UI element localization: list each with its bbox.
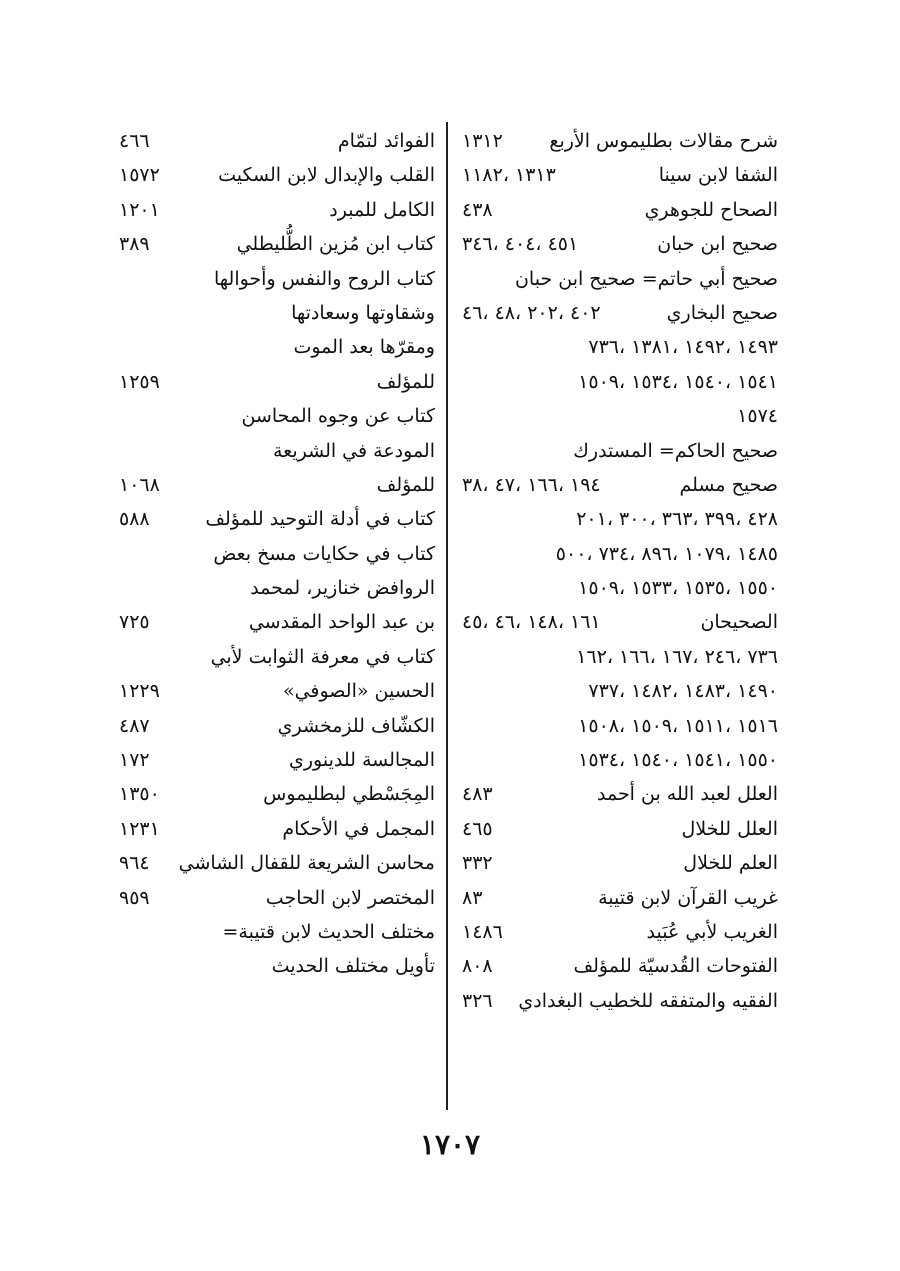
entry-title: صحيح مسلم [679, 473, 778, 496]
entry-title: شرح مقالات بطليموس الأربع [549, 130, 778, 152]
index-entry [115, 468, 435, 502]
entry-page-refs: ٩٦٤ [119, 852, 150, 875]
index-entry [458, 709, 778, 743]
entry-page-refs: ١٥٧٢ [119, 164, 160, 187]
entry-page-refs: ١٥٥٠ ،١٥٤١ ،١٥٤٠ ،١٥٣٤ [578, 749, 778, 772]
index-entry [458, 571, 778, 605]
index-entry [115, 571, 435, 605]
index-entry [115, 812, 435, 846]
index-entry [458, 365, 778, 399]
entry-page-refs: ٧٢٥ [119, 611, 150, 634]
entry-page-refs: ١٥١٦ ،١٥١١ ،١٥٠٩ ،١٥٠٨ [578, 714, 778, 737]
entry-title: الحسين «الصوفي» [282, 680, 435, 703]
column-divider [446, 122, 448, 1110]
entry-page-refs: ٤٥١ ،٤٠٤ ،٣٤٦ [462, 233, 579, 256]
entry-title: محاسن الشريعة للقفال الشاشي [178, 852, 435, 875]
entry-title: للمؤلف [376, 370, 435, 393]
entry-page-refs: ١٤٨٦ [462, 920, 503, 943]
entry-page-refs: ١٣١٢ [462, 130, 503, 152]
entry-page-refs: ٤٠٢ ،٢٠٢ ،٤٨ ،٤٦ [462, 301, 601, 324]
index-entry [458, 537, 778, 571]
entry-title: الصحيحان [700, 611, 778, 634]
entry-title: الفوائد لتمّام [337, 130, 435, 152]
page-number: ١٧٠٧ [419, 1128, 481, 1161]
entry-title: صحيح البخاري [666, 301, 778, 324]
entry-title: الروافض خنازير، لمحمد [250, 577, 435, 600]
index-entry [458, 605, 778, 639]
entry-page-refs: ٤٨٣ [462, 783, 493, 806]
entry-page-refs: ١٣٥٠ [119, 783, 160, 806]
entry-title: كتاب عن وجوه المحاسن [241, 405, 435, 428]
index-entry [115, 605, 435, 639]
entry-page-refs: ١٢٠١ [119, 198, 160, 221]
entry-title: الصحاح للجوهري [644, 198, 778, 221]
index-entry [458, 296, 778, 330]
entry-page-refs: ٤٦٦ [119, 130, 150, 152]
index-entry [115, 193, 435, 227]
entry-page-refs: ٥٨٨ [119, 508, 150, 531]
index-entry [458, 777, 778, 811]
entry-title: كتاب في أدلة التوحيد للمؤلف [205, 508, 435, 531]
entry-page-refs: ١٤٨٥ ،١٠٧٩ ،٨٩٦ ،٧٣٤ ،٥٠٠ [555, 542, 778, 565]
index-entry [115, 674, 435, 708]
index-entry [458, 468, 778, 502]
entry-page-refs: ١٢٢٩ [119, 680, 160, 703]
index-entry [115, 124, 435, 158]
index-entry [115, 881, 435, 915]
index-entry [115, 330, 435, 364]
index-entry [458, 434, 778, 468]
entry-page-refs: ٨٣ [462, 886, 483, 909]
entry-title: تأويل مختلف الحديث [271, 955, 435, 978]
index-entry [458, 949, 778, 983]
entry-title: كتاب في معرفة الثوابت لأبي [210, 645, 435, 668]
index-entry [458, 915, 778, 949]
entry-title: المجمل في الأحكام [282, 817, 435, 840]
entry-title: الكشّاف للزمخشري [277, 714, 435, 737]
index-entry [115, 640, 435, 674]
entry-title: وشقاوتها وسعادتها [291, 301, 435, 324]
index-entry [115, 296, 435, 330]
entry-title: العلم للخلال [683, 852, 778, 875]
entry-page-refs: ١٢٥٩ [119, 370, 160, 393]
entry-title: المِجَسْطي لبطليموس [263, 783, 435, 806]
index-entry [458, 743, 778, 777]
entry-page-refs: ١٥٤١ ،١٥٤٠ ،١٥٣٤ ،١٥٠٩ [578, 370, 778, 393]
index-entry [458, 640, 778, 674]
index-entry [458, 984, 778, 1018]
entry-page-refs: ٣٢٦ [462, 989, 493, 1012]
entry-page-refs: ٣٨٩ [119, 233, 150, 256]
entry-title: للمؤلف [376, 473, 435, 496]
index-entry [458, 124, 778, 158]
index-entry [458, 674, 778, 708]
index-entry [458, 812, 778, 846]
entry-title: صحيح ابن حبان [657, 233, 778, 256]
entry-title: كتاب ابن مُزين الطُّليطلي [236, 233, 435, 256]
index-entry [458, 330, 778, 364]
entry-page-refs: ٤٢٨ ،٣٩٩ ،٣٦٣ ،٣٠٠ ،٢٠١ [576, 508, 778, 531]
index-entry [115, 399, 435, 433]
index-entry [458, 158, 778, 192]
entry-page-refs: ١٣١٣ ،١١٨٢ [462, 164, 556, 187]
index-entry [115, 915, 435, 949]
index-entry [115, 949, 435, 983]
entry-title: الشفا لابن سينا [658, 164, 778, 187]
index-entry [115, 262, 435, 296]
entry-title: ومقرّها بعد الموت [293, 336, 435, 359]
entry-page-refs: ١٩٤ ،١٦٦ ،٤٧ ،٣٨ [462, 473, 601, 496]
entry-page-refs: ١٦١ ،١٤٨ ،٤٦ ،٤٥ [462, 611, 601, 634]
index-entry [115, 709, 435, 743]
index-entry [115, 537, 435, 571]
entry-page-refs: ٤٣٨ [462, 198, 493, 221]
right-column [458, 124, 778, 1018]
entry-title: مختلف الحديث لابن قتيبة= [222, 920, 435, 943]
left-column [115, 124, 435, 984]
entry-title: كتاب في حكايات مسخ بعض [213, 542, 435, 565]
index-entry [458, 227, 778, 261]
entry-page-refs: ١٤٩٣ ،١٤٩٢ ،١٣٨١ ،٧٣٦ [588, 336, 778, 359]
index-entry [458, 193, 778, 227]
entry-page-refs: ١٥٧٤ [737, 405, 778, 428]
entry-page-refs: ٨٠٨ [462, 955, 493, 978]
index-entry [458, 399, 778, 433]
index-entry [115, 502, 435, 536]
entry-title: المختصر لابن الحاجب [265, 886, 435, 909]
entry-title: الغريب لأبي عُبَيد [646, 920, 778, 943]
entry-page-refs: ١٢٣١ [119, 817, 160, 840]
entry-page-refs: ١٠٦٨ [119, 473, 160, 496]
index-entry [115, 434, 435, 468]
entry-title: القلب والإبدال لابن السكيت [218, 164, 435, 187]
index-entry [115, 227, 435, 261]
index-entry [458, 262, 778, 296]
entry-title: المجالسة للدينوري [288, 749, 435, 772]
entry-title: غريب القرآن لابن قتيبة [598, 886, 778, 909]
entry-title: كتاب الروح والنفس وأحوالها [213, 267, 435, 290]
index-entry [115, 365, 435, 399]
index-entry [458, 881, 778, 915]
index-entry [458, 846, 778, 880]
entry-title: المودعة في الشريعة [273, 439, 435, 462]
entry-page-refs: ١٧٢ [119, 749, 150, 772]
index-entry [115, 846, 435, 880]
entry-title: صحيح أبي حاتم= صحيح ابن حبان [514, 267, 778, 290]
entry-title: بن عبد الواحد المقدسي [248, 611, 435, 634]
entry-title: الكامل للمبرد [329, 198, 435, 221]
index-entry [115, 777, 435, 811]
entry-title: الفقيه والمتفقه للخطيب البغدادي [518, 989, 778, 1012]
entry-page-refs: ٧٣٦ ،٢٤٦ ،١٦٧ ،١٦٦ ،١٦٢ [576, 645, 778, 668]
entry-page-refs: ١٥٥٠ ،١٥٣٥ ،١٥٣٣ ،١٥٠٩ [578, 577, 778, 600]
index-entry [115, 158, 435, 192]
entry-title: صحيح الحاكم= المستدرك [573, 439, 778, 462]
entry-title: العلل لعبد الله بن أحمد [596, 783, 778, 806]
entry-page-refs: ٤٦٥ [462, 817, 493, 840]
entry-page-refs: ٣٣٢ [462, 852, 493, 875]
index-entry [115, 743, 435, 777]
entry-title: الفتوحات القُدسيّة للمؤلف [573, 955, 778, 978]
entry-title: العلل للخلال [681, 817, 778, 840]
index-entry [458, 502, 778, 536]
entry-page-refs: ٤٨٧ [119, 714, 150, 737]
entry-page-refs: ٩٥٩ [119, 886, 150, 909]
entry-page-refs: ١٤٩٠ ،١٤٨٣ ،١٤٨٢ ،٧٣٧ [588, 680, 778, 703]
